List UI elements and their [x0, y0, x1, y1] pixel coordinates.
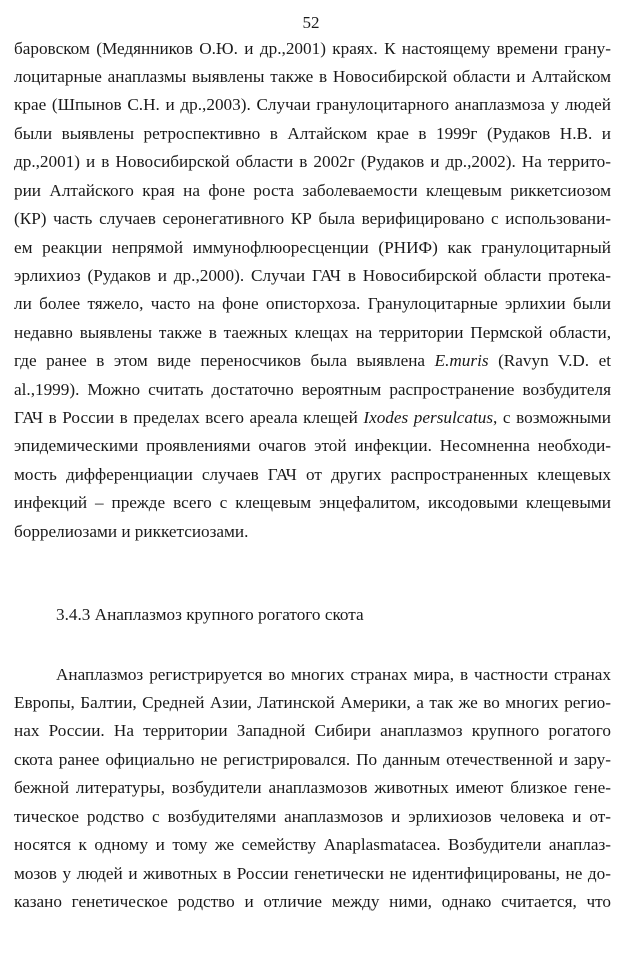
paragraph-line: носятся к одному и тому же семейству Anaplasmatacea. Возбудители анаплаз-: [14, 835, 611, 854]
paragraph-line: al.,1999). Можно считать достаточно вероятным распространение возбудителя: [14, 380, 611, 399]
paragraph-line: др.,2001) и в Новосибирской области в 2002г (Рудаков и др.,2002). На террито-: [14, 152, 611, 171]
paragraph-line: мость дифференциации случаев ГАЧ от других распространенных клещевых: [14, 465, 611, 484]
paragraph-line: ем реакции непрямой иммунофлюоресценции (РНИФ) как гранулоцитарный: [14, 238, 611, 257]
species-name: E.muris: [434, 351, 489, 370]
paragraph-line: тическое родство с возбудителями анаплазмозов и эрлихиозов человека и от-: [14, 807, 611, 826]
paragraph-line: лоцитарные анаплазмы выявлены также в Новосибирской области и Алтайском: [14, 67, 611, 86]
page-number: 52: [302, 13, 320, 32]
paragraph-line: эпидемическими проявлениями очагов этой инфекции. Несомненна необходи-: [14, 436, 611, 455]
paragraph-line: недавно выявлены также в таежных клещах на территории Пермской области,: [14, 323, 611, 342]
paragraph-line: крае (Шпынов С.Н. и др.,2003). Случаи гранулоцитарного анаплазмоза у людей: [14, 95, 611, 114]
paragraph-line: скота ранее официально не регистрировался. По данным отечественной и зару-: [14, 750, 611, 769]
species-name: Ixodes persulcatus: [363, 408, 494, 427]
paragraph-line: мозов у людей и животных в России генетически не идентифицированы, не до-: [14, 864, 611, 883]
section-heading: 3.4.3 Анаплазмоз крупного рогатого скота: [56, 605, 364, 624]
paragraph-line: (КР) часть случаев серонегативного КР была верифицировано с использовани-: [14, 209, 611, 228]
paragraph-line: ли более тяжело, часто на фоне описторхоза. Гранулоцитарные эрлихии были: [14, 294, 611, 313]
paragraph-line: Анаплазмоз регистрируется во многих странах мира, в частности странах: [56, 665, 611, 684]
paragraph-line: рии Алтайского края на фоне роста заболеваемости клещевым риккетсиозом: [14, 181, 611, 200]
line-text: ГАЧ в России в пределах всего ареала клещей: [14, 408, 364, 427]
paragraph-line: были выявлены ретроспективно в Алтайском крае в 1999г (Рудаков Н.В. и: [14, 124, 611, 143]
paragraph-line: [14, 407, 611, 429]
paragraph-line: инфекций – прежде всего с клещевым энцефалитом, иксодовыми клещевыми: [14, 493, 611, 512]
paragraph-line: Европы, Балтии, Средней Азии, Латинской Америки, а так же во многих регио-: [14, 693, 611, 712]
paragraph-line: боррелиозами и риккетсиозами.: [14, 522, 249, 541]
line-text: (Ravyn V.D. et: [488, 351, 611, 370]
line-text: где ранее в этом виде переносчиков была выявлена: [14, 351, 435, 370]
paragraph-line: нах России. На территории Западной Сибири анаплазмоз крупного рогатого: [14, 721, 611, 740]
paragraph-line: бежной литературы, возбудители анаплазмозов животных имеют близкое гене-: [14, 778, 611, 797]
paragraph-line: [14, 350, 611, 372]
paragraph-line: эрлихиоз (Рудаков и др.,2000). Случаи ГАЧ в Новосибирской области протека-: [14, 266, 611, 285]
paragraph-line: баровском (Медянников О.Ю. и др.,2001) краях. К настоящему времени грану-: [14, 39, 611, 58]
paragraph-line: казано генетическое родство и отличие между ними, однако считается, что: [14, 892, 611, 911]
line-text: , с возможными: [493, 408, 611, 427]
